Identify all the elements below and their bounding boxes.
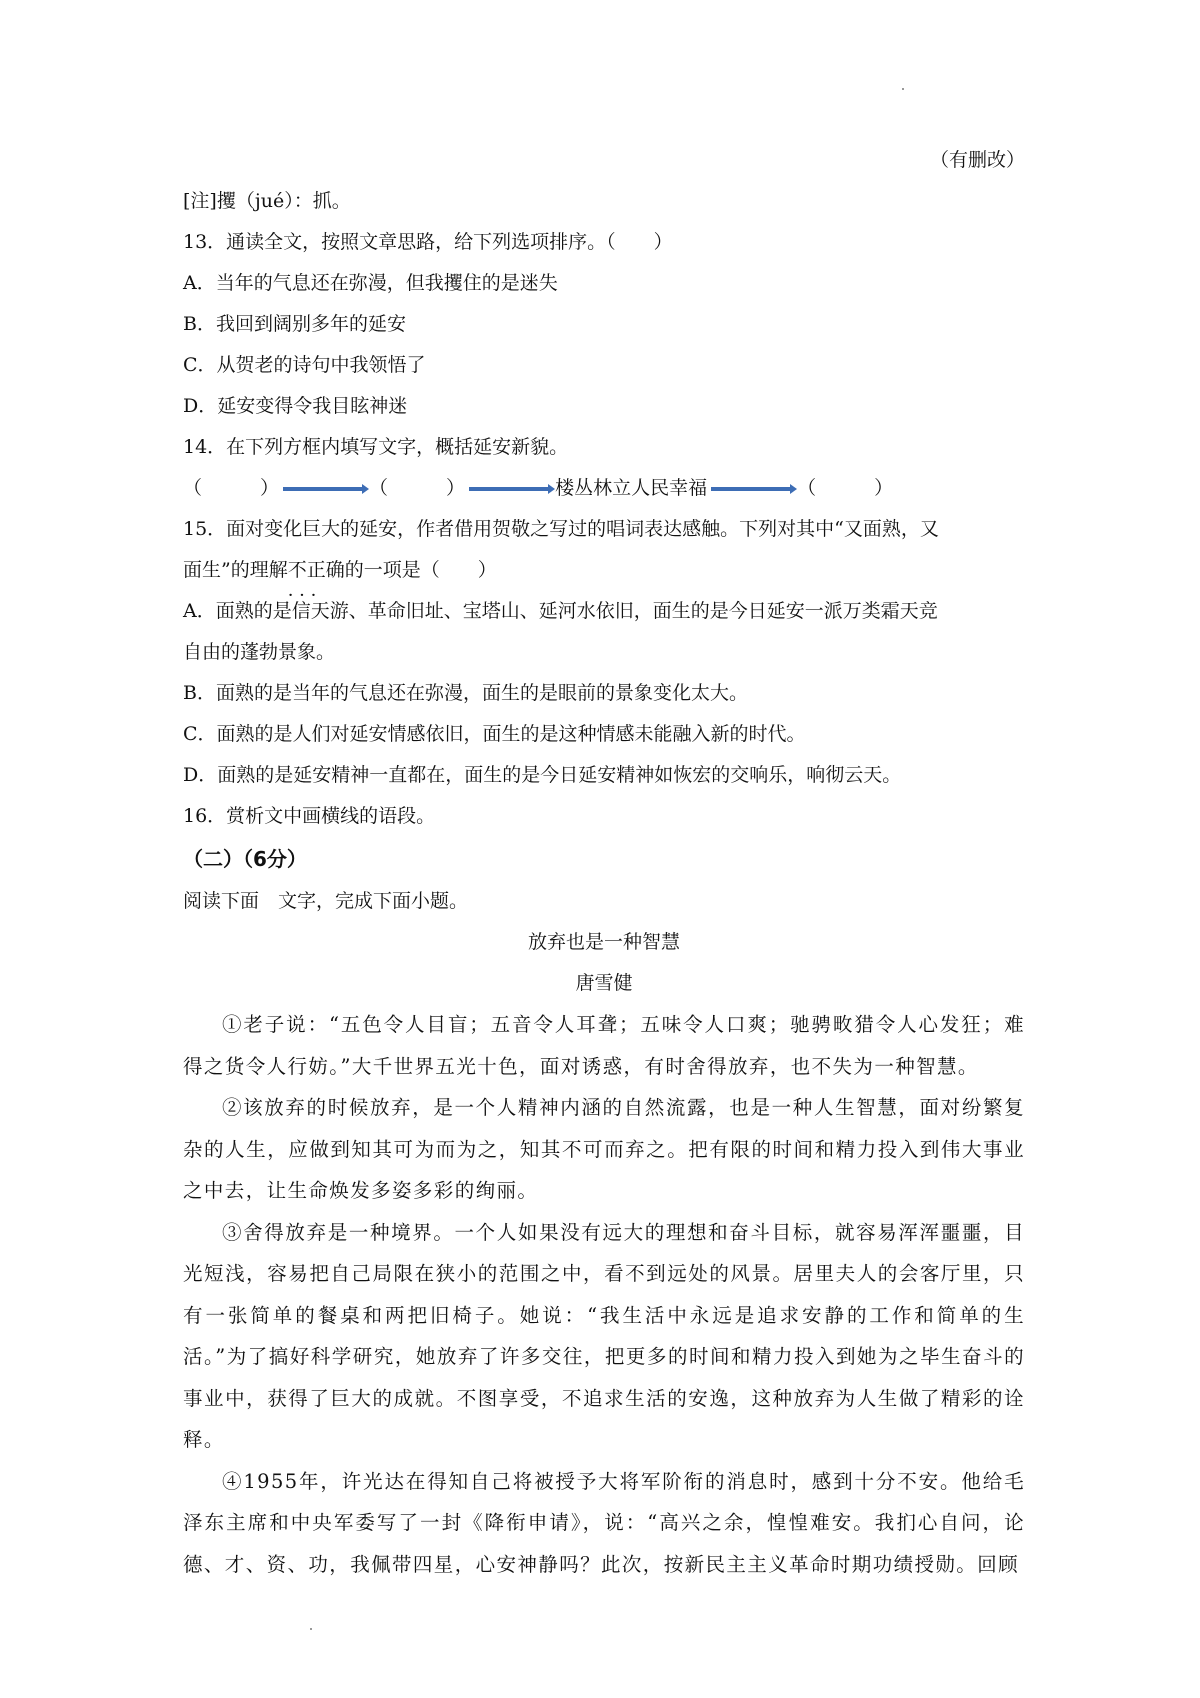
arrow-icon (469, 487, 551, 491)
q14-box-1[interactable]: （ ） (183, 477, 280, 499)
q15-option-b: B．面熟的是当年的气息还在弥漫，面生的是眼前的景象变化太大。 (183, 682, 748, 704)
emphasis-text: 不正确 · · · (288, 559, 345, 581)
paragraph-3: ③舍得放弃是一种境界。一个人如果没有远大的理想和奋斗目标，就容易浑浑噩噩，目光短浅，容易把自己局限在狭小的范围之中，看不到远处的风景。居里夫人的会客厅里，只有一张简单的餐桌和两把旧椅子。她说：“我生活中永远是追求安静的工作和简单的生活。”为了搞好科学研究，她放弃了许多交往，把更多的时间和精力投入到她为之毕生奋斗的事业中，获得了巨大的成就。不图享受，不追求生活的安逸，这种放弃为人生做了精彩的诠释。 (183, 1220, 1025, 1451)
q15-stem-line1: 15．面对变化巨大的延安，作者借用贺敬之写过的唱词表达感触。下列对其中“又面熟，又 (183, 518, 939, 540)
arrow-icon (283, 487, 365, 491)
article-title: 放弃也是一种智慧 (527, 931, 680, 953)
q15-option-c: C．面熟的是人们对延安情感依旧，面生的是这种情感未能融入新的时代。 (183, 723, 806, 745)
q14-flow (183, 468, 1025, 509)
article-body (183, 1004, 1025, 1585)
section-title: （二）（6分） (183, 847, 307, 871)
q13-option-c: C．从贺老的诗句中我领悟了 (183, 354, 426, 376)
reading-instruction: 阅读下面 文字，完成下面小题。 (183, 890, 469, 912)
paragraph-4: ④1955年，许光达在得知自己将被授予大将军阶衔的消息时，感到十分不安。他给毛泽东主席和中央军委写了一封《降衔申请》，说：“高兴之余，惶惶难安。我扪心自问，论德、才、资、功，我佩带四星，心安神静吗？此次，按新民主主义革命时期功绩授勋。回顾 (183, 1469, 1025, 1576)
q15-option-a-line2: 自由的蓬勃景象。 (183, 641, 336, 663)
q14-box-4[interactable]: （ ） (797, 477, 894, 499)
q13-option-b: B．我回到阔别多年的延安 (183, 313, 406, 335)
q13-stem: 13．通读全文，按照文章思路，给下列选项排序。（ ） (183, 231, 673, 253)
q15-option-d: D．面熟的是延安精神一直都在，面生的是今日延安精神如恢宏的交响乐，响彻云天。 (183, 764, 902, 786)
source-note: （有删改） (929, 149, 1025, 171)
q14-box-2[interactable]: （ ） (369, 477, 466, 499)
q13-option-d: D．延安变得令我目眩神迷 (183, 395, 408, 417)
q15-stem-line2: 面生”的理解不正确 · · ·的一项是（ ） (183, 550, 1025, 591)
q14-stem: 14．在下列方框内填写文字，概括延安新貌。 (183, 436, 569, 458)
paragraph-2: ②该放弃的时候放弃，是一个人精神内涵的自然流露，也是一种人生智慧，面对纷繁复杂的人生，应做到知其可为而为之，知其不可而弃之。把有限的时间和精力投入到伟大事业之中去，让生命焕发多姿多彩的绚丽。 (183, 1096, 1025, 1202)
paragraph-1: ①老子说：“五色令人目盲；五音令人耳聋；五味令人口爽；驰骋畋猎令人心发狂；难得之货令人行妨。”大千世界五光十色，面对诱惑，有时舍得放弃，也不失为一种智慧。 (183, 1013, 1025, 1078)
q15-option-a-line1: A．面熟的是信天游、革命旧址、宝塔山、延河水依旧，面生的是今日延安一派万类霜天竞 (183, 600, 938, 622)
scan-speck (310, 1628, 312, 1630)
footnote: [注]攫（jué）：抓。 (183, 190, 351, 212)
question-section (183, 181, 1025, 1585)
article-author: 唐雪健 (575, 972, 633, 994)
q14-box-3: 楼丛林立人民幸福 (555, 477, 708, 499)
arrow-icon (711, 487, 793, 491)
q16-stem: 16．赏析文中画横线的语段。 (183, 805, 436, 827)
scan-speck (902, 88, 904, 90)
q13-option-a: A．当年的气息还在弥漫，但我攫住的是迷失 (183, 272, 558, 294)
